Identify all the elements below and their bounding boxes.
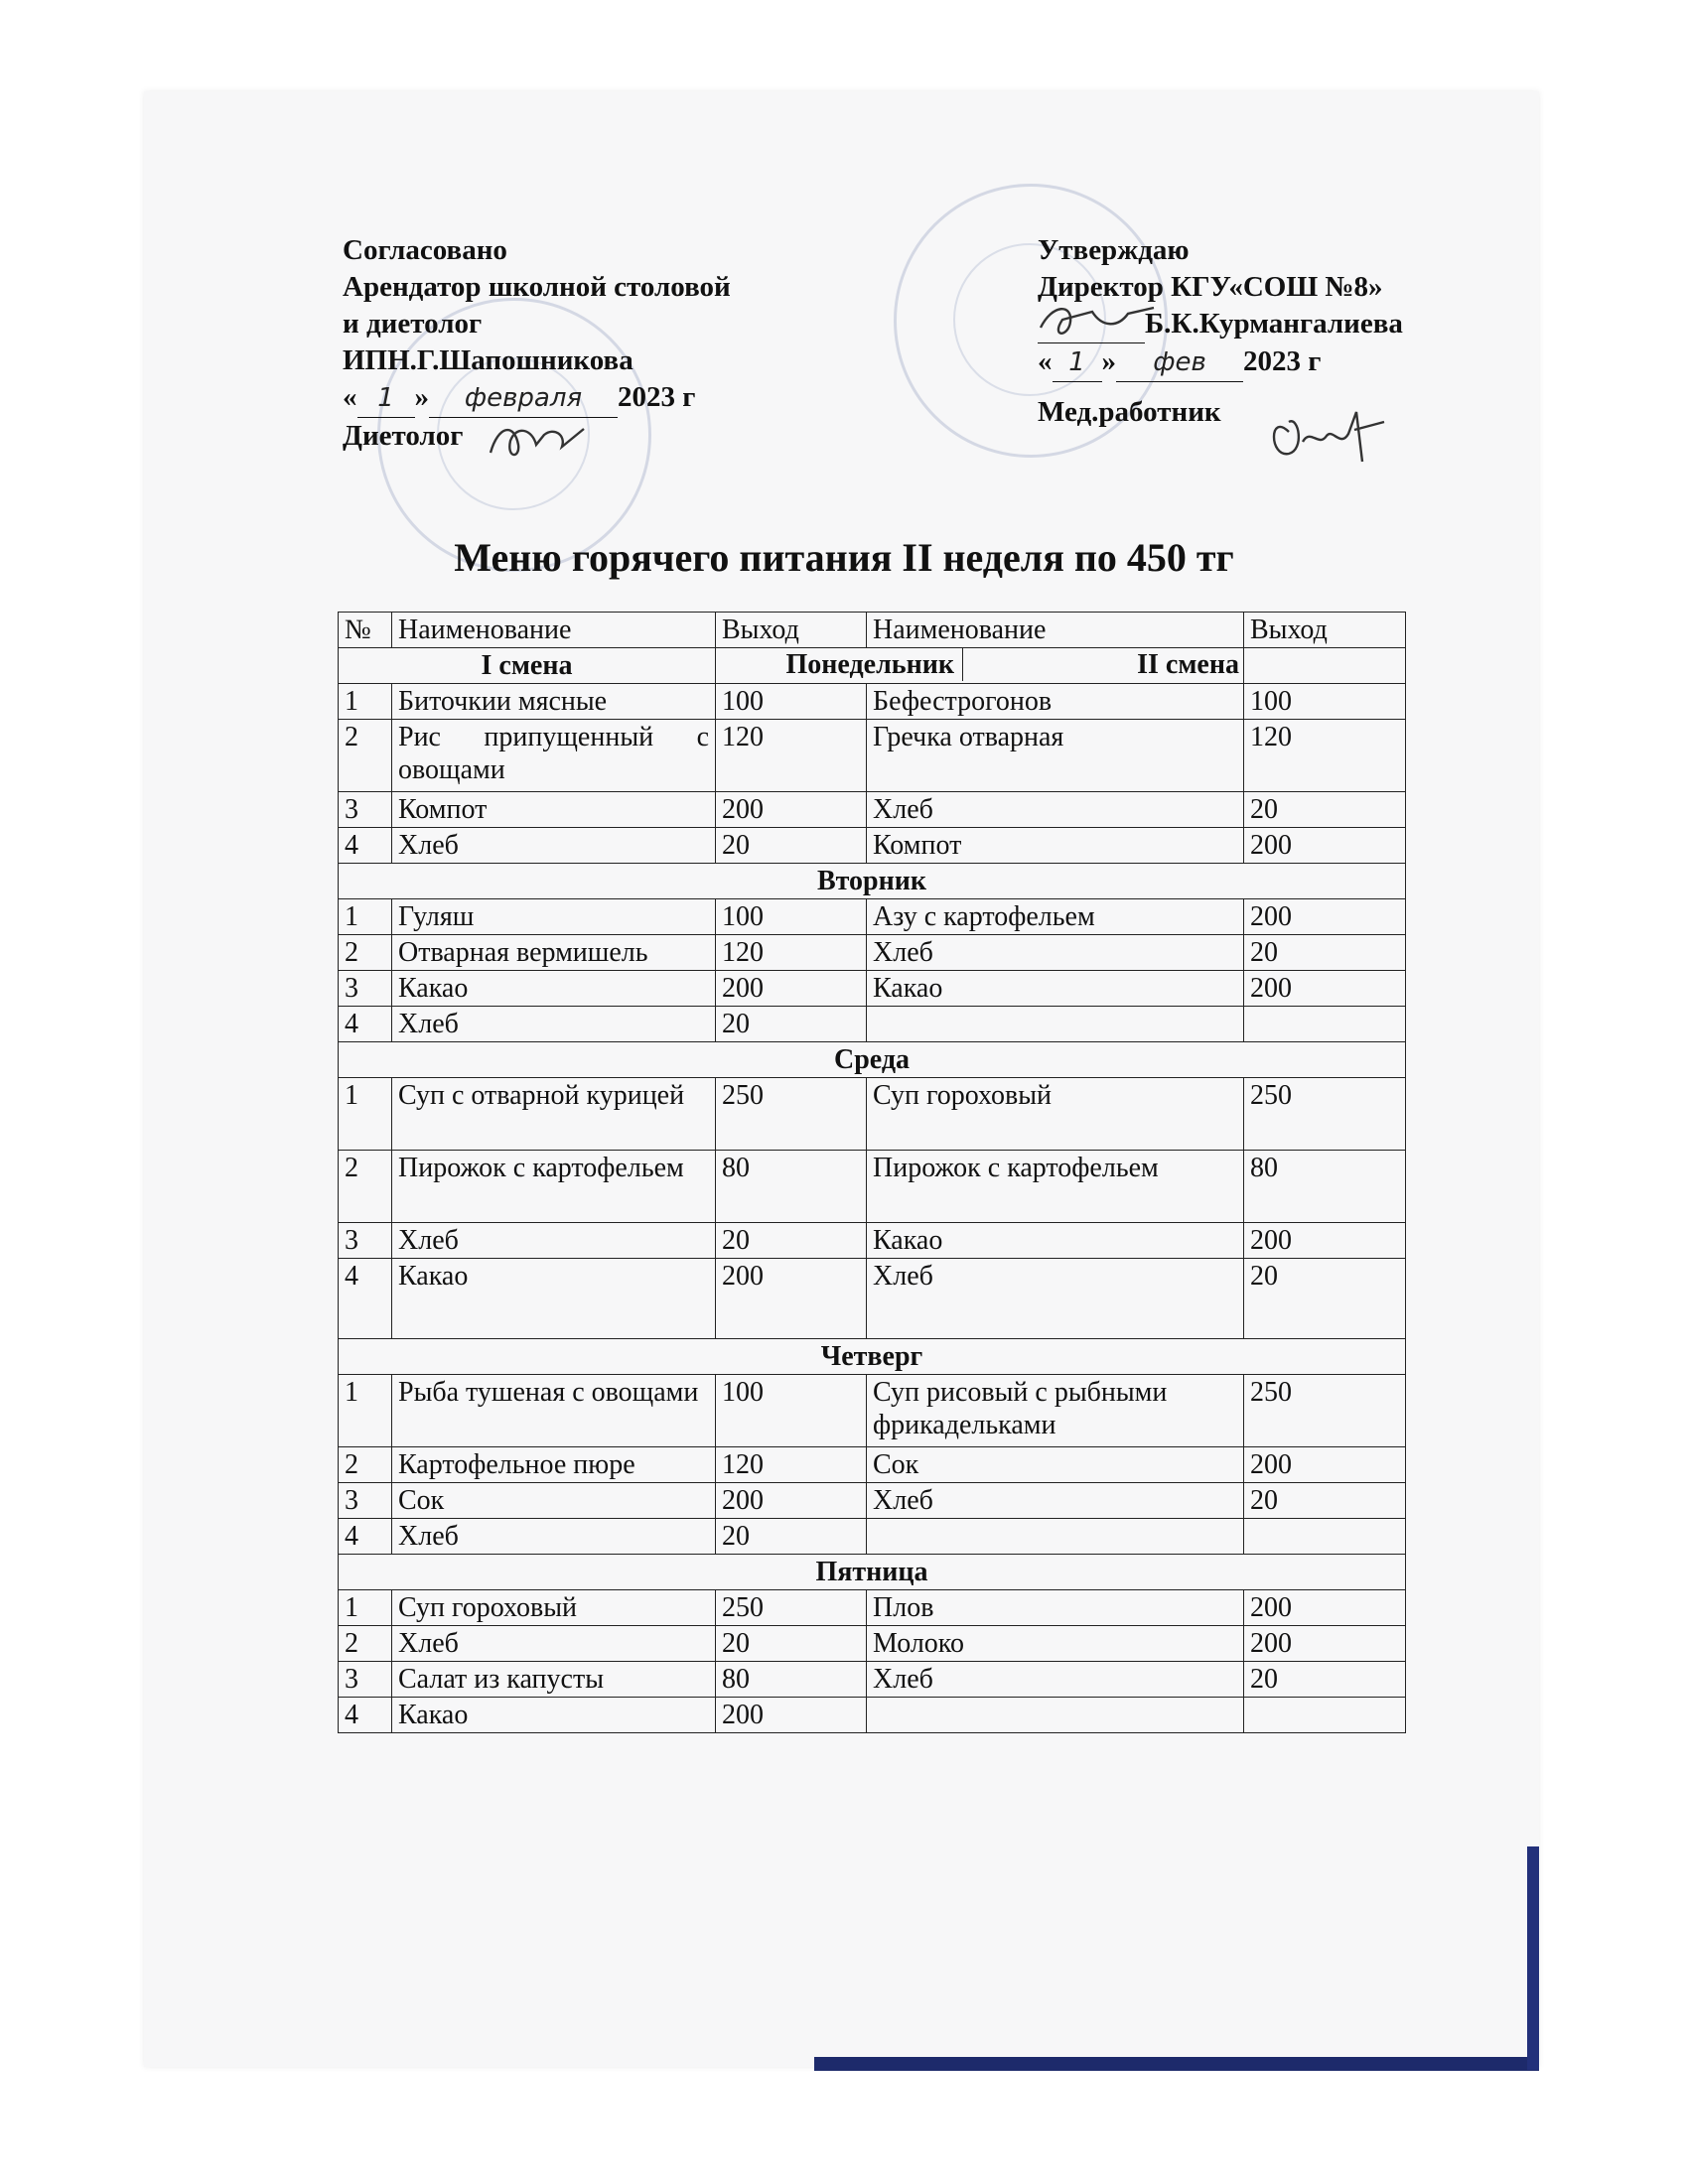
dish-shift1: Хлеб <box>392 1007 716 1042</box>
output-shift1: 20 <box>716 828 867 864</box>
table-row <box>339 1375 1406 1447</box>
dish-shift2: Хлеб <box>867 1259 1244 1339</box>
output-shift1: 20 <box>716 1007 867 1042</box>
approval-date-left <box>343 379 731 418</box>
date-day-right: 1 <box>1053 344 1102 382</box>
day-row <box>339 1042 1406 1078</box>
dish-shift2: Хлеб <box>867 792 1244 828</box>
row-number: 4 <box>339 1007 392 1042</box>
dish-shift1: Отварная вермишель <box>392 935 716 971</box>
table-row <box>339 720 1406 792</box>
row-number: 1 <box>339 1590 392 1626</box>
output-shift2: 200 <box>1244 1626 1406 1662</box>
dish-shift1: Какао <box>392 1259 716 1339</box>
dish-shift1: Гуляш <box>392 899 716 935</box>
dish-shift2: Сок <box>867 1447 1244 1483</box>
shift-row-spacer <box>1244 648 1406 684</box>
monday-shift-cell <box>716 648 1244 684</box>
table-row <box>339 1698 1406 1733</box>
col-name-shift2: Наименование <box>867 613 1244 648</box>
output-shift2 <box>1244 1519 1406 1555</box>
row-number: 3 <box>339 971 392 1007</box>
col-output-shift1: Выход <box>716 613 867 648</box>
date-month-right: фев <box>1116 344 1243 382</box>
page-title: Меню горячего питания II неделя по 450 тг <box>454 535 1234 580</box>
day-row <box>339 1555 1406 1590</box>
output-shift1: 200 <box>716 1483 867 1519</box>
output-shift1: 250 <box>716 1590 867 1626</box>
shift1-label: I смена <box>339 648 716 684</box>
dish-shift2: Гречка отварная <box>867 720 1244 792</box>
tenant-label: Арендатор школной столовой <box>343 271 731 303</box>
row-number: 4 <box>339 1519 392 1555</box>
dietitian-line: и диетолог <box>343 308 483 340</box>
table-row <box>339 828 1406 864</box>
table-row <box>339 899 1406 935</box>
dish-shift1: Сок <box>392 1483 716 1519</box>
dish-shift1: Хлеб <box>392 828 716 864</box>
blue-folder-edge <box>814 2057 1539 2071</box>
output-shift1: 200 <box>716 792 867 828</box>
table-row <box>339 1662 1406 1698</box>
dish-shift1: Пирожок с картофельем <box>392 1151 716 1223</box>
row-number: 2 <box>339 1626 392 1662</box>
output-shift1: 80 <box>716 1151 867 1223</box>
director-title: Директор КГУ«СОШ №8» <box>1038 271 1383 303</box>
dish-shift2: Хлеб <box>867 1662 1244 1698</box>
output-shift1: 100 <box>716 899 867 935</box>
output-shift2 <box>1244 1698 1406 1733</box>
output-shift1: 20 <box>716 1223 867 1259</box>
dish-shift2: Суп рисовый с рыбными фрикадельками <box>867 1375 1244 1447</box>
dish-shift1: Хлеб <box>392 1626 716 1662</box>
row-number: 4 <box>339 1259 392 1339</box>
table-row <box>339 1151 1406 1223</box>
medic-label: Мед.работник <box>1038 396 1221 428</box>
output-shift2: 200 <box>1244 1590 1406 1626</box>
output-shift2: 250 <box>1244 1375 1406 1447</box>
day-friday: Пятница <box>339 1555 1406 1590</box>
table-row <box>339 1590 1406 1626</box>
output-shift1: 200 <box>716 1698 867 1733</box>
row-number: 2 <box>339 1447 392 1483</box>
day-tuesday: Вторник <box>339 864 1406 899</box>
row-number: 3 <box>339 1662 392 1698</box>
row-number: 4 <box>339 828 392 864</box>
dish-shift2: Молоко <box>867 1626 1244 1662</box>
dish-shift1: Рыба тушеная с овощами <box>392 1375 716 1447</box>
row-number: 3 <box>339 1223 392 1259</box>
date-year-left: 2023 г <box>618 381 696 413</box>
dish-shift2: Азу с картофельем <box>867 899 1244 935</box>
output-shift1: 120 <box>716 935 867 971</box>
dish-shift2: Бефестрогонов <box>867 684 1244 720</box>
dish-shift2 <box>867 1519 1244 1555</box>
dish-shift1: Рис припущенный с овощами <box>392 720 716 792</box>
table-row <box>339 1519 1406 1555</box>
day-monday: Понедельник <box>716 648 963 681</box>
date-quote-open: « <box>343 381 357 413</box>
dish-shift2: Какао <box>867 971 1244 1007</box>
row-number: 1 <box>339 1078 392 1151</box>
col-output-shift2: Выход <box>1244 613 1406 648</box>
output-shift1: 120 <box>716 720 867 792</box>
row-number: 1 <box>339 899 392 935</box>
table-row <box>339 1483 1406 1519</box>
output-shift1: 200 <box>716 1259 867 1339</box>
table-row <box>339 1078 1406 1151</box>
output-shift2: 20 <box>1244 1259 1406 1339</box>
output-shift1: 100 <box>716 1375 867 1447</box>
dish-shift1: Биточкии мясные <box>392 684 716 720</box>
output-shift1: 20 <box>716 1519 867 1555</box>
row-number: 1 <box>339 1375 392 1447</box>
row-number: 3 <box>339 1483 392 1519</box>
date-year-right: 2023 г <box>1243 345 1322 377</box>
output-shift1: 250 <box>716 1078 867 1151</box>
table-row <box>339 684 1406 720</box>
output-shift1: 80 <box>716 1662 867 1698</box>
output-shift1: 120 <box>716 1447 867 1483</box>
output-shift2: 80 <box>1244 1151 1406 1223</box>
day-thursday: Четверг <box>339 1339 1406 1375</box>
approve-label: Утверждаю <box>1038 234 1190 266</box>
tenant-name: ИПН.Г.Шапошникова <box>343 344 633 376</box>
dietitian-signature <box>485 415 594 465</box>
header-row <box>339 613 1406 648</box>
dish-shift2: Суп гороховый <box>867 1078 1244 1151</box>
table-row <box>339 792 1406 828</box>
output-shift2: 120 <box>1244 720 1406 792</box>
table-row <box>339 1447 1406 1483</box>
output-shift2: 20 <box>1244 935 1406 971</box>
medic-signature <box>1259 392 1388 472</box>
shift2-label: II смена <box>1137 649 1239 680</box>
output-shift2 <box>1244 1007 1406 1042</box>
row-number: 2 <box>339 720 392 792</box>
output-shift2: 250 <box>1244 1078 1406 1151</box>
dish-shift1: Хлеб <box>392 1519 716 1555</box>
approval-date-right <box>1038 343 1403 382</box>
output-shift2: 100 <box>1244 684 1406 720</box>
dish-shift1: Хлеб <box>392 1223 716 1259</box>
output-shift1: 20 <box>716 1626 867 1662</box>
dish-shift2: Хлеб <box>867 935 1244 971</box>
day-wednesday: Среда <box>339 1042 1406 1078</box>
menu-table <box>338 612 1406 1733</box>
dish-shift1: Компот <box>392 792 716 828</box>
dish-shift1: Какао <box>392 1698 716 1733</box>
row-number: 4 <box>339 1698 392 1733</box>
row-number: 2 <box>339 1151 392 1223</box>
table-row <box>339 1626 1406 1662</box>
output-shift2: 20 <box>1244 1483 1406 1519</box>
dish-shift2: Компот <box>867 828 1244 864</box>
output-shift1: 100 <box>716 684 867 720</box>
day-row <box>339 864 1406 899</box>
dish-shift2: Плов <box>867 1590 1244 1626</box>
output-shift2: 20 <box>1244 792 1406 828</box>
director-signature <box>1033 298 1162 347</box>
table-row <box>339 935 1406 971</box>
output-shift2: 20 <box>1244 1662 1406 1698</box>
dish-shift2: Пирожок с картофельем <box>867 1151 1244 1223</box>
shift-row <box>339 648 1406 684</box>
dish-shift1: Картофельное пюре <box>392 1447 716 1483</box>
dish-shift1: Какао <box>392 971 716 1007</box>
col-number: № <box>339 613 392 648</box>
output-shift2: 200 <box>1244 1447 1406 1483</box>
row-number: 2 <box>339 935 392 971</box>
output-shift1: 200 <box>716 971 867 1007</box>
date-quote-close-right: » <box>1101 345 1116 377</box>
director-name: Б.К.Курмангалиева <box>1145 308 1403 340</box>
dish-shift2: Хлеб <box>867 1483 1244 1519</box>
date-quote-close: » <box>414 381 429 413</box>
dish-shift2 <box>867 1007 1244 1042</box>
blue-folder-side <box>1527 1846 1539 2070</box>
output-shift2: 200 <box>1244 828 1406 864</box>
date-day-left: 1 <box>357 380 415 418</box>
col-name-shift1: Наименование <box>392 613 716 648</box>
dish-shift2: Какао <box>867 1223 1244 1259</box>
table-row <box>339 971 1406 1007</box>
row-number: 1 <box>339 684 392 720</box>
date-quote-open-right: « <box>1038 345 1053 377</box>
table-row <box>339 1223 1406 1259</box>
day-row <box>339 1339 1406 1375</box>
table-row <box>339 1007 1406 1042</box>
dish-shift1: Салат из капусты <box>392 1662 716 1698</box>
table-row <box>339 1259 1406 1339</box>
dish-shift1: Суп гороховый <box>392 1590 716 1626</box>
output-shift2: 200 <box>1244 971 1406 1007</box>
dish-shift1: Суп с отварной курицей <box>392 1078 716 1151</box>
agreed-label: Согласовано <box>343 234 507 266</box>
row-number: 3 <box>339 792 392 828</box>
dietitian-label: Диетолог <box>343 420 464 452</box>
date-month-left: февраля <box>429 380 618 418</box>
output-shift2: 200 <box>1244 899 1406 935</box>
dish-shift2 <box>867 1698 1244 1733</box>
output-shift2: 200 <box>1244 1223 1406 1259</box>
